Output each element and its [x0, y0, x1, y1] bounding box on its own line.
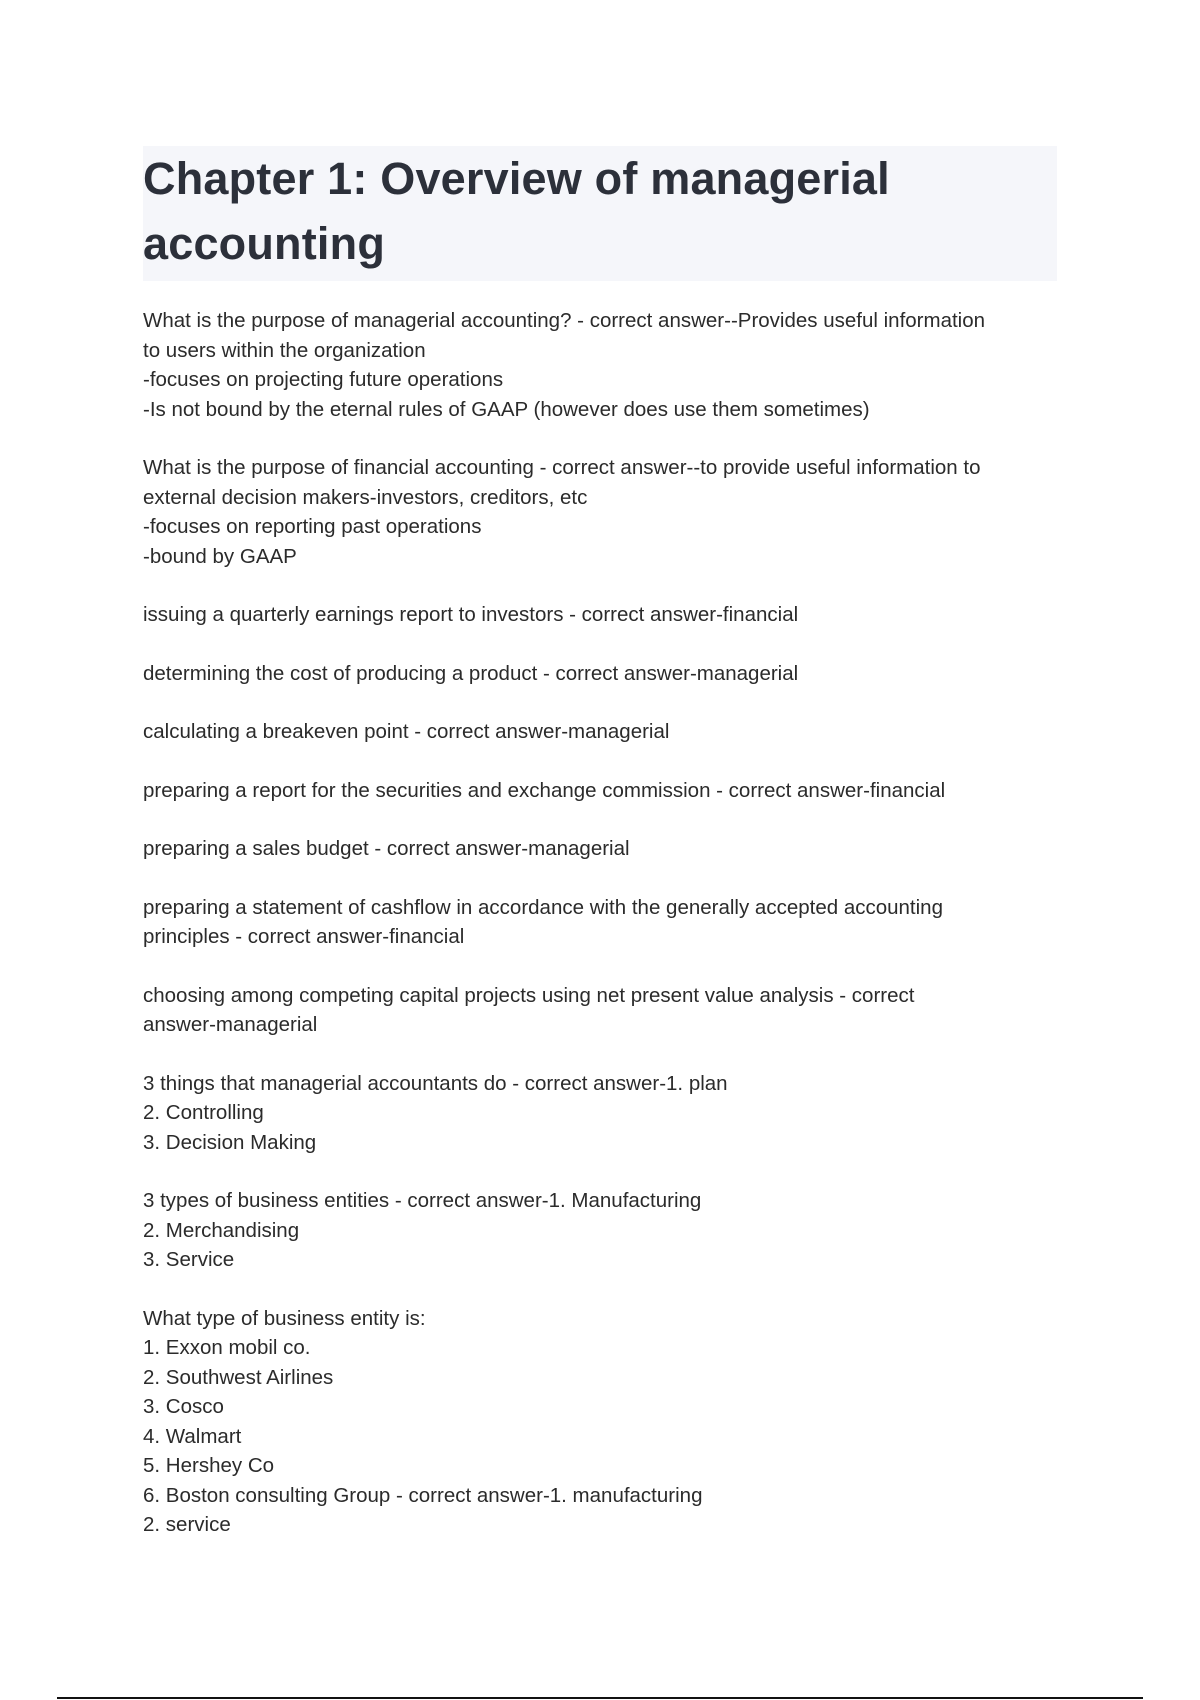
qa-entry-line: -Is not bound by the eternal rules of GAAP (however does use them sometimes)	[143, 397, 870, 421]
qa-entry	[143, 600, 1073, 630]
qa-entry-line: 1. Exxon mobil co.	[143, 1336, 311, 1359]
qa-entry-line: choosing among competing capital projects using net present value analysis - correct	[143, 983, 915, 1007]
qa-entry-line: -focuses on projecting future operations	[143, 368, 504, 391]
qa-entry-line: What is the purpose of financial accounting - correct answer--to provide useful information to	[143, 456, 981, 479]
qa-entry-line: 4. Walmart	[143, 1424, 242, 1448]
qa-entry-line: 3. Cosco	[143, 1395, 224, 1418]
qa-entry	[143, 306, 1073, 424]
qa-entry-line: 3. Service	[143, 1248, 235, 1271]
qa-entry	[143, 1304, 1073, 1540]
qa-entry-line: 5. Hershey Co	[143, 1454, 275, 1477]
qa-entry-line: What type of business entity is:	[143, 1306, 426, 1330]
qa-entry-line: calculating a breakeven point - correct answer-managerial	[143, 720, 670, 743]
qa-entry-line: 3 types of business entities - correct answer-1. Manufacturing	[143, 1189, 702, 1212]
chapter-title-line: accounting	[143, 218, 386, 269]
chapter-title	[143, 146, 1057, 276]
qa-entry	[143, 834, 1073, 864]
footer-divider	[57, 1697, 1143, 1699]
qa-entry	[143, 717, 1073, 747]
qa-entry	[143, 453, 1073, 571]
qa-entry-line: 2. service	[143, 1513, 231, 1536]
qa-entry-line: preparing a sales budget - correct answer-managerial	[143, 837, 630, 860]
qa-entry-line: -focuses on reporting past operations	[143, 515, 482, 538]
qa-entry-line: to users within the organization	[143, 338, 426, 362]
qa-entry-line: 2. Southwest Airlines	[143, 1365, 334, 1389]
chapter-title-line: Chapter 1: Overview of managerial	[143, 153, 890, 204]
qa-entry-line: preparing a report for the securities and exchange commission - correct answer-financial	[143, 778, 946, 802]
qa-entry-line: 2. Merchandising	[143, 1218, 300, 1242]
qa-entry-line: external decision makers-investors, creditors, etc	[143, 485, 588, 509]
chapter-title-box	[143, 146, 1057, 281]
qa-entry-line: 3 things that managerial accountants do - correct answer-1. plan	[143, 1071, 728, 1095]
qa-entry-line: What is the purpose of managerial accounting? - correct answer--Provides useful information	[143, 309, 986, 332]
qa-entry-line: determining the cost of producing a product - correct answer-managerial	[143, 661, 799, 685]
qa-entry	[143, 981, 1073, 1040]
qa-entry-line: issuing a quarterly earnings report to investors - correct answer-financial	[143, 603, 799, 626]
qa-entry-line: 3. Decision Making	[143, 1130, 317, 1154]
qa-entry-line: 6. Boston consulting Group - correct answer-1. manufacturing	[143, 1483, 703, 1507]
qa-entry-line: answer-managerial	[143, 1013, 318, 1036]
qa-entry-line: 2. Controlling	[143, 1101, 264, 1124]
qa-entry	[143, 893, 1073, 952]
qa-entry-line: preparing a statement of cashflow in accordance with the generally accepted accounting	[143, 895, 943, 919]
qa-entry	[143, 1186, 1073, 1275]
qa-entry-line: -bound by GAAP	[143, 544, 297, 568]
qa-entry-line: principles - correct answer-financial	[143, 925, 465, 948]
qa-entry	[143, 1069, 1073, 1158]
qa-list	[143, 306, 1073, 1569]
qa-entry	[143, 776, 1073, 806]
qa-entry	[143, 659, 1073, 689]
